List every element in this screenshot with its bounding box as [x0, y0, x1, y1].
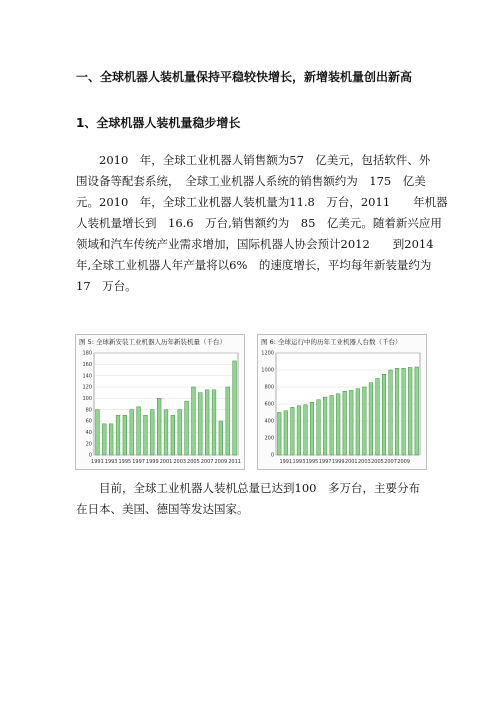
bar [376, 379, 380, 456]
x-tick-label: 2001 [159, 459, 173, 465]
bar [150, 410, 154, 455]
paragraph-line: 2010 年，全球工业机器人销售额为57 亿美元，包括软件、外 [76, 153, 431, 167]
y-tick-label: 100 [82, 396, 92, 403]
bar [233, 361, 237, 455]
x-tick-label: 2005 [187, 459, 200, 465]
bar [102, 424, 106, 455]
x-tick-label: 2007 [200, 459, 214, 465]
bar [395, 368, 399, 455]
bar [297, 406, 301, 455]
bar [402, 368, 406, 455]
paragraph-line: 年,全球工业机器人年产量将以6% 的速度增长，平均每年新装量约为 [76, 258, 432, 272]
bar [198, 393, 202, 455]
y-tick-label: 180 [82, 350, 92, 357]
x-tick-label: 2003 [357, 459, 371, 465]
x-tick-label: 1991 [91, 459, 104, 465]
x-tick-label: 1999 [145, 459, 159, 465]
x-tick-label: 2011 [228, 459, 241, 465]
x-tick-label: 1993 [292, 459, 306, 465]
bar [291, 407, 295, 455]
y-tick-label: 120 [82, 384, 92, 391]
bar [109, 424, 113, 455]
bar [171, 415, 175, 455]
paragraph-2 [76, 478, 436, 520]
bar [330, 396, 334, 456]
bar [408, 367, 412, 455]
bar [123, 415, 127, 455]
y-tick-label: 400 [264, 418, 274, 425]
y-tick-label: 60 [85, 418, 92, 425]
x-tick-label: 2003 [173, 459, 187, 465]
bar [343, 391, 347, 455]
chart-title: 图 5: 全球新安装工业机器人历年新装机量（千台） [79, 338, 226, 346]
x-tick-label: 1999 [331, 459, 345, 465]
x-tick-label: 1995 [305, 459, 319, 465]
paragraph-line: 目前，全球工业机器人装机总量已达到100 多万台，主要分布 [76, 481, 420, 495]
paragraph-line: 人装机量增长到 16.6 万台,销售额约为 85 亿美元。随着新兴应用 [76, 216, 442, 230]
section-heading: 一、全球机器人装机量保持平稳较快增长，新增装机量创出新高 [76, 70, 413, 84]
bar [323, 397, 327, 455]
bar [226, 387, 230, 455]
paragraph-line: 在日本、美国、德国等发达国家。 [76, 502, 249, 516]
bar [389, 370, 393, 455]
y-tick-label: 1200 [261, 350, 274, 357]
chart-title: 图 6: 全球运行中的历年工业机器人台数（千台） [261, 338, 402, 346]
bar [144, 415, 148, 455]
bar [212, 390, 216, 455]
bar [178, 410, 182, 455]
x-tick-label: 2001 [344, 459, 358, 465]
bar [382, 374, 386, 455]
paragraph-line: 17 万台。 [76, 279, 137, 293]
y-tick-label: 20 [85, 441, 92, 448]
bar [137, 407, 141, 455]
x-tick-label: 2009 [397, 459, 411, 465]
bar [304, 405, 308, 455]
bar [205, 390, 209, 455]
paragraph-line: 元。2010 年，全球工业机器人装机量为11.8 万台，2011 年机器 [76, 195, 448, 209]
x-tick-label: 1995 [118, 459, 132, 465]
y-tick-label: 800 [264, 384, 274, 391]
bar [369, 383, 373, 455]
subsection-heading: 1、全球机器人装机量稳步增长 [76, 116, 241, 130]
x-tick-label: 1993 [104, 459, 118, 465]
bar [363, 387, 367, 455]
bar [415, 367, 419, 455]
bar [157, 398, 161, 455]
bar [116, 415, 120, 455]
y-tick-label: 80 [85, 407, 92, 414]
x-tick-label: 1997 [318, 459, 332, 465]
bar [164, 410, 168, 455]
bar [349, 390, 353, 455]
figure-new-installations [75, 334, 245, 470]
bar [219, 421, 223, 455]
y-tick-label: 160 [82, 362, 92, 369]
paragraph-1 [76, 150, 448, 297]
bar [130, 410, 134, 455]
bar [317, 400, 321, 455]
bar [277, 413, 281, 456]
y-tick-label: 40 [85, 430, 92, 437]
x-tick-label: 2009 [214, 459, 228, 465]
y-tick-label: 1000 [261, 367, 274, 374]
y-tick-label: 0 [88, 452, 92, 459]
bar [96, 410, 100, 455]
figure-operational-stock [257, 334, 427, 470]
y-tick-label: 600 [264, 401, 274, 408]
paragraph-line: 领域和汽车传统产业需求增加，国际机器人协会预计2012 到2014 [76, 237, 434, 251]
paragraph-line: 围设备等配套系统， 全球工业机器人系统的销售额约为 175 亿美 [76, 174, 426, 188]
bar-chart-new-installations [76, 347, 244, 469]
bar-chart-operational-stock [258, 347, 426, 469]
bar [185, 401, 189, 455]
bar [310, 402, 314, 455]
bar [356, 389, 360, 455]
y-tick-label: 140 [82, 373, 92, 380]
bar [284, 411, 288, 455]
x-tick-label: 1991 [279, 459, 293, 465]
bar [192, 387, 196, 455]
y-tick-label: 200 [264, 435, 274, 442]
x-tick-label: 2007 [384, 459, 397, 465]
bar [336, 394, 340, 455]
x-tick-label: 1997 [132, 459, 145, 465]
y-tick-label: 0 [270, 452, 274, 459]
x-tick-label: 2005 [371, 459, 384, 465]
